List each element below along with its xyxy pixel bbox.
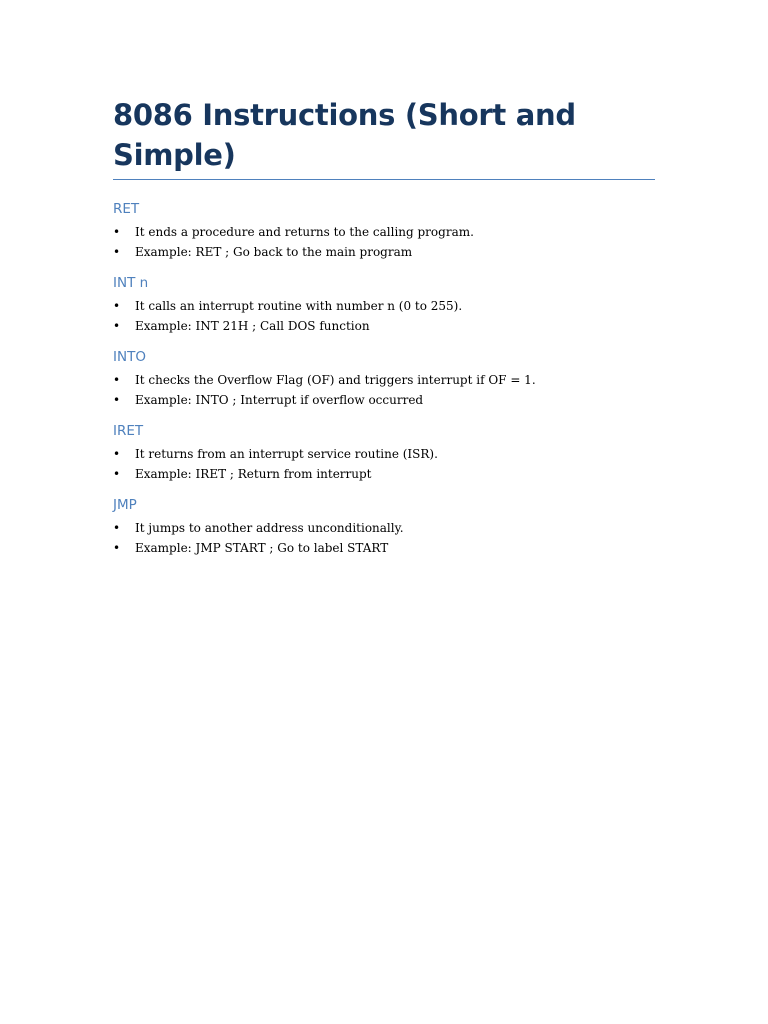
list-item-text: Example: INTO ; Interrupt if overflow occurred xyxy=(135,392,424,407)
section-heading: RET xyxy=(113,201,140,217)
list-item xyxy=(113,465,655,485)
list-item xyxy=(113,243,655,263)
section-iret xyxy=(113,422,655,484)
list-item xyxy=(113,297,655,317)
list-item-text: Example: RET ; Go back to the main program xyxy=(135,244,413,259)
list-item xyxy=(113,391,655,411)
section-into xyxy=(113,348,655,410)
list-item-text: It returns from an interrupt service routine (ISR). xyxy=(135,447,438,461)
list-item xyxy=(113,317,655,337)
section-int-n xyxy=(113,274,655,336)
list-item xyxy=(113,371,655,391)
section-jmp xyxy=(113,496,655,558)
section-heading: INT n xyxy=(113,275,149,291)
list-item-text: Example: IRET ; Return from interrupt xyxy=(135,466,372,481)
section-ret xyxy=(113,200,655,262)
list-item-text: It checks the Overflow Flag (OF) and triggers interrupt if OF = 1. xyxy=(135,373,536,387)
list-item xyxy=(113,445,655,465)
bullet-icon: • xyxy=(113,447,121,461)
list-item xyxy=(113,539,655,559)
section-heading: JMP xyxy=(113,497,137,513)
document-page xyxy=(113,95,655,570)
bullet-icon: • xyxy=(113,318,121,333)
section-heading: IRET xyxy=(113,423,144,439)
bullet-icon: • xyxy=(113,373,121,387)
bullet-list xyxy=(113,223,655,262)
bullet-icon: • xyxy=(113,225,121,239)
section-heading: INTO xyxy=(113,349,146,365)
bullet-list xyxy=(113,519,655,558)
bullet-list xyxy=(113,371,655,410)
bullet-list xyxy=(113,297,655,336)
list-item-text: Example: INT 21H ; Call DOS function xyxy=(135,318,370,333)
list-item-text: It calls an interrupt routine with number n (0 to 255). xyxy=(135,299,463,313)
bullet-list xyxy=(113,445,655,484)
bullet-icon: • xyxy=(113,540,121,555)
document-title: 8086 Instructions (Short and Simple) xyxy=(113,98,576,172)
bullet-icon: • xyxy=(113,244,121,259)
title-divider xyxy=(113,179,655,180)
list-item-text: It ends a procedure and returns to the calling program. xyxy=(135,225,474,239)
list-item-text: It jumps to another address unconditionally. xyxy=(135,521,404,535)
bullet-icon: • xyxy=(113,299,121,313)
list-item xyxy=(113,519,655,539)
bullet-icon: • xyxy=(113,392,121,407)
list-item xyxy=(113,223,655,243)
list-item-text: Example: JMP START ; Go to label START xyxy=(135,540,389,555)
bullet-icon: • xyxy=(113,521,121,535)
bullet-icon: • xyxy=(113,466,121,481)
